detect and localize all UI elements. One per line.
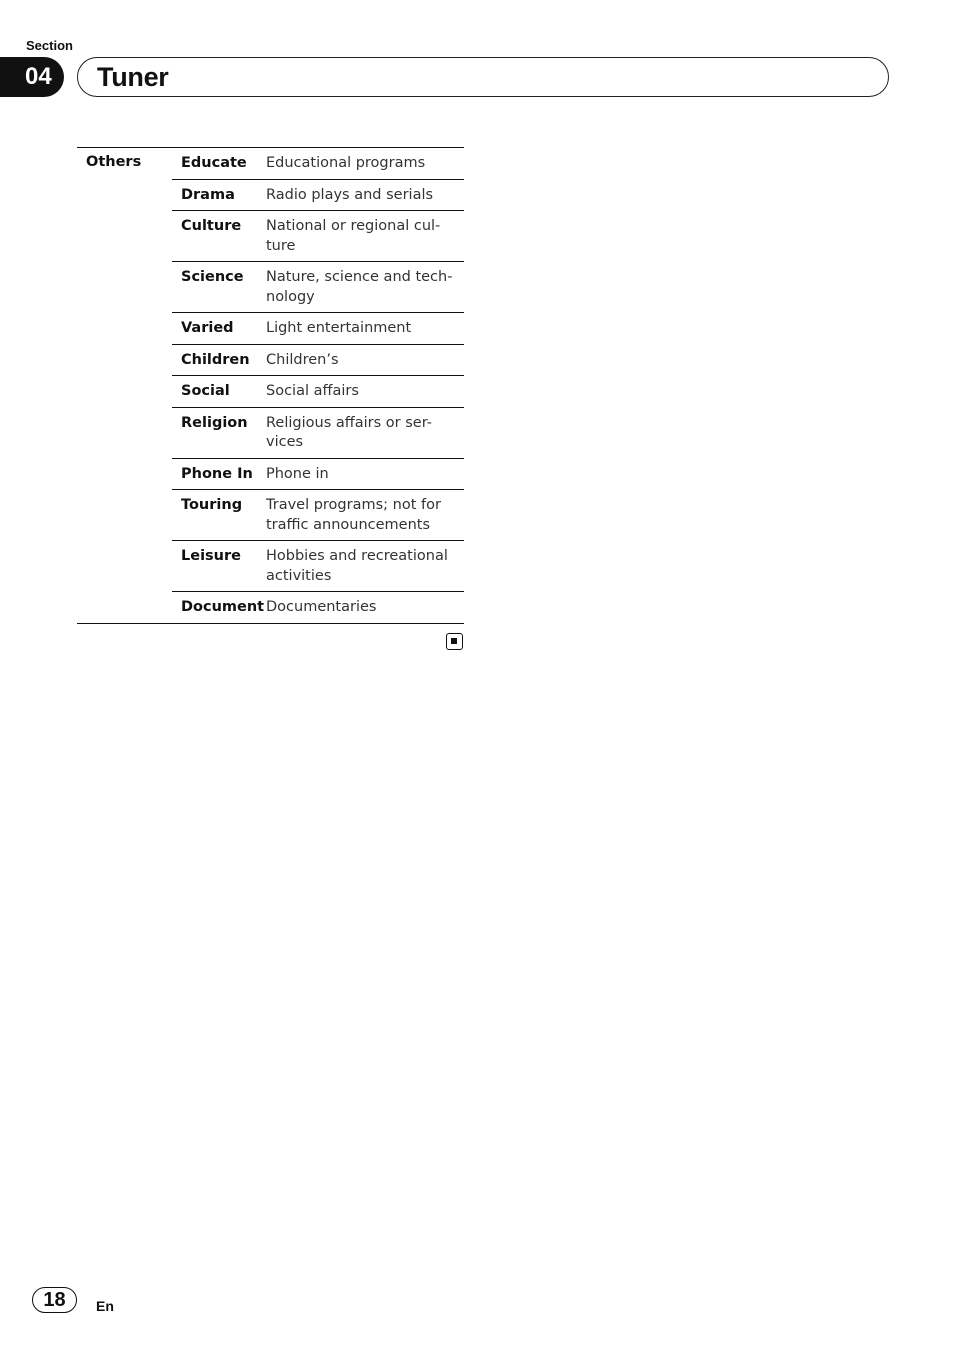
program-type-name: Varied xyxy=(181,320,234,336)
table-row xyxy=(172,179,464,211)
language-label: En xyxy=(96,1298,114,1314)
section-number-tab: 04 xyxy=(0,57,64,97)
table-row xyxy=(172,489,464,540)
program-type-name: Social xyxy=(181,383,230,399)
program-type-description: Religious affairs or ser- vices xyxy=(266,414,432,450)
program-type-name: Leisure xyxy=(181,548,241,564)
program-type-table xyxy=(77,147,464,624)
table-row xyxy=(172,261,464,312)
program-type-description: Children’s xyxy=(266,351,339,368)
program-type-description: National or regional cul- ture xyxy=(266,218,441,254)
table-row xyxy=(172,210,464,261)
table-row xyxy=(172,591,464,623)
section-label: Section xyxy=(26,38,73,53)
table-row xyxy=(172,540,464,591)
table-row xyxy=(172,344,464,376)
program-type-name: Children xyxy=(181,351,250,368)
table-row xyxy=(172,375,464,407)
program-type-description: Educational programs xyxy=(266,155,426,171)
table-row xyxy=(172,458,464,490)
program-type-name: Touring xyxy=(181,497,243,513)
table-row xyxy=(172,407,464,458)
table-rows xyxy=(172,148,464,623)
table-row xyxy=(172,148,464,179)
group-label-others: Others xyxy=(86,154,142,170)
program-type-name: Drama xyxy=(181,186,235,203)
program-type-description: Radio plays and serials xyxy=(266,186,434,203)
title-bar xyxy=(77,57,889,97)
program-type-description: Documentaries xyxy=(266,599,377,615)
page-title: Tuner xyxy=(97,62,169,92)
table-row xyxy=(172,312,464,344)
program-type-description: Nature, science and tech- nology xyxy=(266,269,453,305)
program-type-name: Phone In xyxy=(181,465,253,482)
program-type-name: Science xyxy=(181,269,244,285)
page-number: 18 xyxy=(32,1287,77,1313)
program-type-description: Light entertainment xyxy=(266,320,412,336)
program-type-description: Hobbies and recreational activities xyxy=(266,548,448,584)
program-type-name: Culture xyxy=(181,218,242,234)
program-type-name: Educate xyxy=(181,155,247,171)
program-type-description: Travel programs; not for traffic announcements xyxy=(266,497,441,533)
program-type-description: Phone in xyxy=(266,465,329,482)
program-type-name: Document xyxy=(181,599,265,615)
program-type-description: Social affairs xyxy=(266,383,359,399)
end-of-section-icon xyxy=(446,633,463,650)
program-type-name: Religion xyxy=(181,414,248,431)
